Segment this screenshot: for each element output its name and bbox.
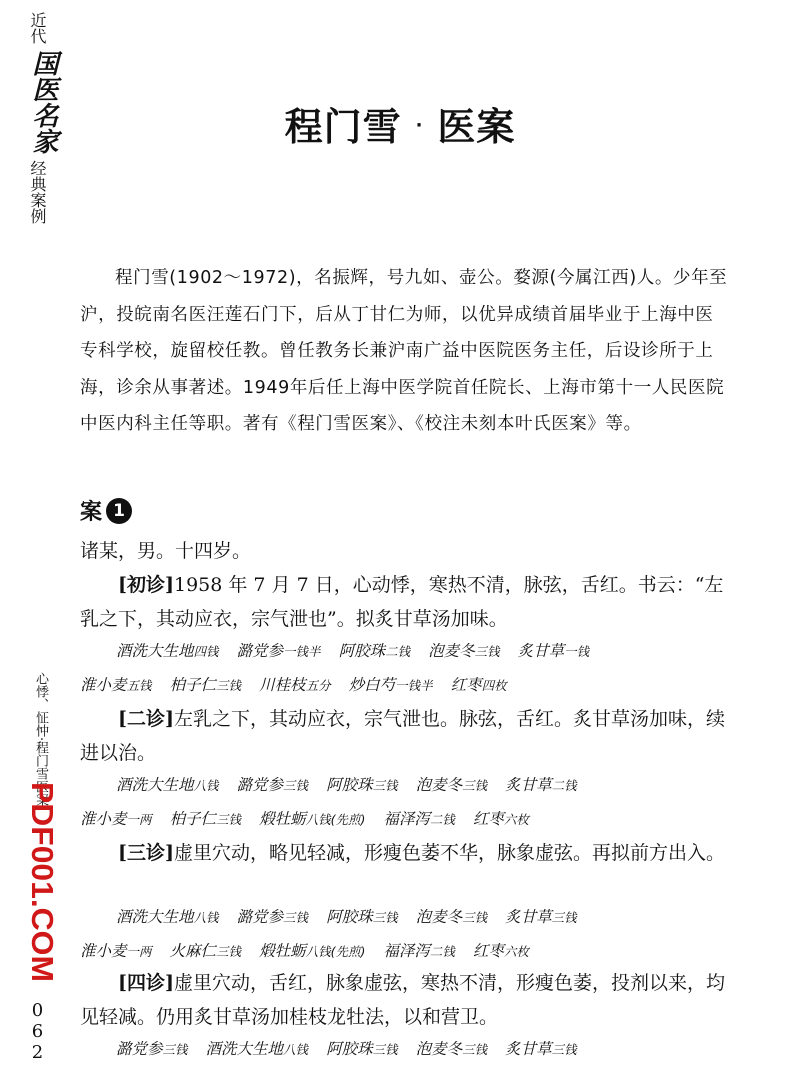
herb-dose: 八钱 bbox=[193, 778, 219, 793]
herb-item bbox=[259, 668, 331, 703]
herb-dose: 三钱 bbox=[372, 778, 398, 793]
herb-item bbox=[326, 768, 398, 803]
herb-dose: 三钱 bbox=[462, 778, 488, 793]
herb-item bbox=[237, 768, 309, 803]
herb-item bbox=[80, 934, 152, 969]
herb-dose: 二钱 bbox=[551, 778, 577, 793]
herb-dose: 三钱 bbox=[216, 678, 242, 693]
herb-item bbox=[451, 668, 507, 703]
title-separator: · bbox=[415, 115, 424, 136]
herb-dose: 三钱 bbox=[216, 812, 242, 827]
biography-paragraph: 程门雪(1902～1972)，名振辉，号九如、壶公。婺源(今属江西)人。少年至沪，投皖南名医汪莲石门下，后从丁甘仁为师，以优异成绩首届毕业于上海中医专科学校，旋留校任教。曾任教务长兼沪南广益中医院医务主任，后设诊所于上海，诊余从事著述。1949年后任上海中医学院首任院长、上海市第十一人民医院中医内科主任等职。著有《程门雪医案》、《校注未刻本叶氏医案》等。 bbox=[80, 268, 728, 434]
visit-2-tag: [二诊] bbox=[118, 708, 174, 730]
herb-name: 阿胶珠 bbox=[326, 776, 373, 794]
herb-name: 炙甘草 bbox=[505, 1040, 552, 1058]
series-prefix: 近代 bbox=[28, 12, 47, 44]
herb-dose: 三钱 bbox=[551, 1042, 577, 1057]
herb-item bbox=[170, 802, 242, 837]
page-number: 062 bbox=[27, 1000, 48, 1063]
herb-dose: 三钱 bbox=[216, 944, 242, 959]
herb-name: 阿胶珠 bbox=[326, 908, 373, 926]
herb-item bbox=[416, 1032, 488, 1067]
herb-dose: 三钱 bbox=[372, 910, 398, 925]
herb-name: 福泽泻 bbox=[383, 942, 430, 960]
herb-item bbox=[170, 934, 242, 969]
watermark-text: PDF001.COM bbox=[25, 782, 60, 977]
herb-name: 柏子仁 bbox=[169, 810, 217, 828]
herb-dose: 三钱 bbox=[462, 910, 488, 925]
herb-name: 炙甘草 bbox=[517, 642, 565, 660]
herb-dose: 二钱 bbox=[385, 644, 411, 659]
herb-item bbox=[116, 1032, 188, 1067]
visit-2-prescription-line-2 bbox=[80, 802, 730, 837]
visit-4-note bbox=[80, 966, 728, 1034]
herb-dose: 一两 bbox=[126, 812, 152, 827]
herb-dose: 一钱半 bbox=[283, 644, 321, 659]
herb-item bbox=[505, 900, 577, 935]
herb-name: 泡麦冬 bbox=[415, 776, 463, 794]
herb-name: 淮小麦 bbox=[80, 810, 127, 828]
herb-dose: 八钱 bbox=[193, 910, 219, 925]
herb-name: 淮小麦 bbox=[80, 676, 127, 694]
herb-name: 淮小麦 bbox=[80, 942, 127, 960]
case-label: 案 bbox=[80, 500, 103, 525]
herb-dose: 二钱 bbox=[429, 944, 455, 959]
herb-item bbox=[116, 768, 219, 803]
series-suffix: 经典案例 bbox=[28, 160, 47, 224]
herb-item bbox=[237, 634, 321, 669]
visit-2-prescription-line-1 bbox=[80, 768, 730, 803]
visit-1-tag: [初诊] bbox=[118, 574, 174, 596]
herb-item bbox=[116, 900, 219, 935]
herb-name: 酒洗大生地 bbox=[116, 908, 194, 926]
herb-dose: 六枚 bbox=[503, 944, 529, 959]
page-title bbox=[0, 96, 800, 151]
herb-name: 柏子仁 bbox=[169, 676, 217, 694]
herb-item bbox=[259, 802, 365, 837]
herb-item bbox=[326, 900, 398, 935]
herb-item bbox=[428, 634, 500, 669]
herb-name: 阿胶珠 bbox=[338, 642, 386, 660]
herb-name: 红枣 bbox=[472, 942, 504, 960]
herb-item bbox=[206, 1032, 309, 1067]
herb-name: 炙甘草 bbox=[505, 908, 552, 926]
herb-name: 炒白芍 bbox=[348, 676, 396, 694]
herb-name: 煅牡蛎 bbox=[259, 810, 306, 828]
visit-4-prescription-line-1 bbox=[80, 1032, 730, 1067]
herb-item bbox=[473, 934, 529, 969]
visit-1-note bbox=[80, 568, 728, 636]
herb-dose: 八钱(先煎) bbox=[305, 812, 366, 827]
herb-dose: 三钱 bbox=[283, 778, 309, 793]
section-label: 心悸、怔忡·程门雪医案 bbox=[33, 672, 48, 807]
herb-name: 酒洗大生地 bbox=[116, 776, 194, 794]
herb-item bbox=[259, 934, 365, 969]
visit-3-tag: [三诊] bbox=[118, 842, 174, 864]
herb-item bbox=[473, 802, 529, 837]
herb-item bbox=[170, 668, 242, 703]
herb-dose: 四枚 bbox=[481, 678, 507, 693]
herb-item bbox=[237, 900, 309, 935]
herb-item bbox=[416, 768, 488, 803]
herb-dose: 一钱 bbox=[564, 644, 590, 659]
watermark bbox=[2, 778, 60, 988]
herb-name: 福泽泻 bbox=[383, 810, 430, 828]
herb-item bbox=[80, 668, 152, 703]
herb-name: 炙甘草 bbox=[505, 776, 552, 794]
herb-name: 酒洗大生地 bbox=[116, 642, 194, 660]
herb-dose: 八钱(先煎) bbox=[305, 944, 366, 959]
herb-dose: 三钱 bbox=[372, 1042, 398, 1057]
herb-name: 泡麦冬 bbox=[428, 642, 475, 660]
herb-name: 潞党参 bbox=[116, 1040, 163, 1058]
visit-3-note bbox=[80, 836, 728, 870]
herb-dose: 六枚 bbox=[503, 812, 529, 827]
herb-dose: 五钱 bbox=[126, 678, 152, 693]
herb-item bbox=[80, 802, 152, 837]
herb-name: 火麻仁 bbox=[169, 942, 217, 960]
herb-name: 潞党参 bbox=[236, 908, 284, 926]
herb-dose: 三钱 bbox=[551, 910, 577, 925]
herb-dose: 五分 bbox=[305, 678, 331, 693]
herb-item bbox=[116, 634, 219, 669]
herb-dose: 一两 bbox=[126, 944, 152, 959]
herb-dose: 三钱 bbox=[462, 1042, 488, 1057]
herb-item bbox=[505, 768, 577, 803]
herb-item bbox=[505, 1032, 577, 1067]
case-number-badge: 1 bbox=[106, 498, 132, 524]
visit-3-prescription-line-2 bbox=[80, 934, 730, 969]
herb-name: 红枣 bbox=[472, 810, 504, 828]
herb-item bbox=[339, 634, 411, 669]
title-name: 程门雪 bbox=[284, 105, 402, 149]
herb-dose: 二钱 bbox=[429, 812, 455, 827]
herb-dose: 三钱 bbox=[162, 1042, 188, 1057]
herb-item bbox=[349, 668, 433, 703]
visit-1-prescription-line-1 bbox=[80, 634, 730, 669]
herb-dose: 八钱 bbox=[283, 1042, 309, 1057]
visit-1-prescription-line-2 bbox=[80, 668, 730, 703]
visit-4-tag: [四诊] bbox=[118, 972, 174, 994]
herb-item bbox=[383, 934, 455, 969]
herb-item bbox=[383, 802, 455, 837]
herb-name: 酒洗大生地 bbox=[205, 1040, 284, 1058]
visit-2-text: 左乳之下，其动应衣，宗气泄也。脉弦，舌红。炙甘草汤加味，续进以治。 bbox=[80, 708, 725, 764]
patient-info: 诸某，男。十四岁。 bbox=[80, 540, 252, 562]
herb-dose: 一钱半 bbox=[395, 678, 433, 693]
herb-name: 煅牡蛎 bbox=[259, 942, 306, 960]
visit-3-prescription-line-1 bbox=[80, 900, 730, 935]
visit-4-text: 虚里穴动，舌红，脉象虚弦，寒热不清，形瘦色萎，投剂以来，均见轻减。仍用炙甘草汤加桂枝龙牡法，以和营卫。 bbox=[80, 972, 725, 1028]
herb-dose: 三钱 bbox=[283, 910, 309, 925]
series-calligraphy-title: 国医名家 bbox=[28, 50, 58, 154]
herb-name: 阿胶珠 bbox=[326, 1040, 373, 1058]
herb-name: 泡麦冬 bbox=[415, 908, 463, 926]
herb-dose: 三钱 bbox=[474, 644, 500, 659]
herb-item bbox=[416, 900, 488, 935]
visit-3-text: 虚里穴动，略见轻减，形瘦色萎不华，脉象虚弦。再拟前方出入。 bbox=[173, 842, 725, 864]
herb-name: 川桂枝 bbox=[259, 676, 306, 694]
case-heading bbox=[80, 498, 132, 528]
herb-name: 泡麦冬 bbox=[415, 1040, 463, 1058]
herb-item bbox=[326, 1032, 398, 1067]
visit-1-text: 1958 年 7 月 7 日，心动悸，寒热不清，脉弦，舌红。书云：“左乳之下，其动应衣，宗气泄也”。拟炙甘草汤加味。 bbox=[80, 574, 724, 630]
visit-2-note bbox=[80, 702, 728, 770]
herb-name: 潞党参 bbox=[236, 642, 284, 660]
herb-dose: 四钱 bbox=[193, 644, 219, 659]
herb-name: 潞党参 bbox=[236, 776, 284, 794]
title-suffix: 医案 bbox=[437, 105, 516, 149]
herb-name: 红枣 bbox=[450, 676, 482, 694]
herb-item bbox=[518, 634, 590, 669]
